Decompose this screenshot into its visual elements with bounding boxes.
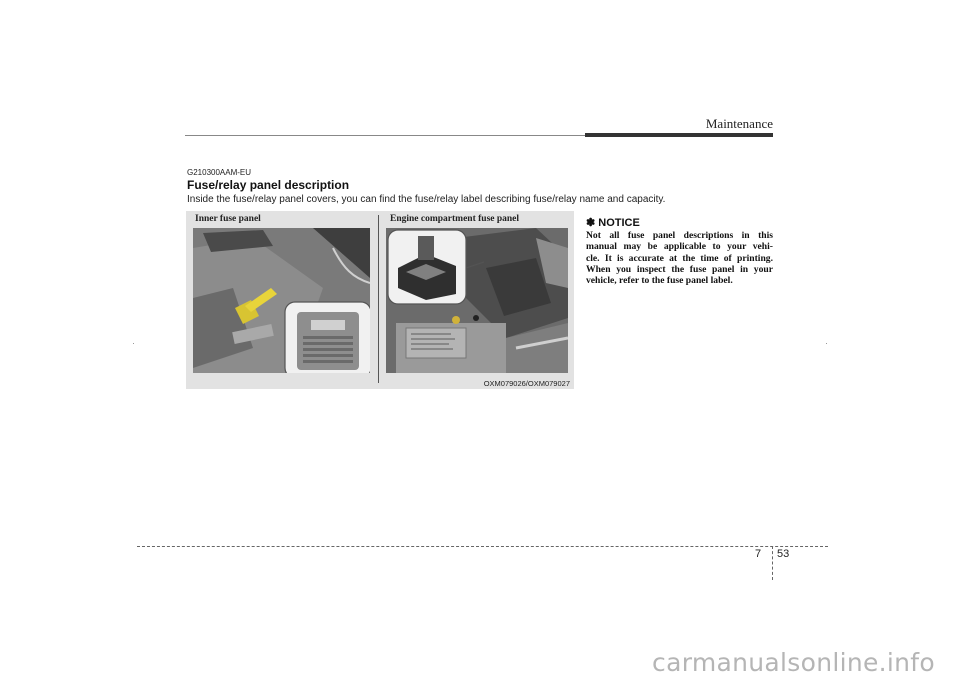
header-rule-accent [585,133,773,137]
inner-fuse-panel-photo [193,228,370,373]
section-heading: Fuse/relay panel description [187,178,350,192]
figure-code: OXM079026/OXM079027 [483,379,570,388]
notice-line: Not all fuse panel descriptions in this [586,230,773,241]
chapter-number: 7 [755,548,762,560]
notice-title: ✽ NOTICE [586,217,640,229]
inner-fuse-panel-label: Inner fuse panel [195,214,261,224]
page-number: 53 [777,548,790,560]
notice-line: When you inspect the fuse panel in your [586,263,773,275]
notice-body [586,230,773,286]
notice-line: vehicle, refer to the fuse panel label. [586,275,733,287]
footer-divider [772,546,773,580]
notice-line: manual may be applicable to your vehi- [586,241,773,253]
footer-rule [137,546,828,547]
intro-text: Inside the fuse/relay panel covers, you can find the fuse/relay label describing fuse/relay name and capacity. [187,194,666,205]
header-rule [185,135,585,136]
section-code: G210300AAM-EU [187,168,252,177]
crop-mark [133,343,134,344]
section-name: Maintenance [705,116,773,131]
fuse-panel-figure [186,211,574,389]
watermark [0,648,960,677]
watermark-text: carmanualsonline.info [652,648,935,677]
notice-line: cle. It is accurate at the time of printing. [586,252,773,264]
crop-mark [826,343,827,344]
engine-fuse-panel-label: Engine compartment fuse panel [390,214,520,224]
engine-fuse-panel-photo [386,228,568,373]
figure-divider [378,215,379,383]
